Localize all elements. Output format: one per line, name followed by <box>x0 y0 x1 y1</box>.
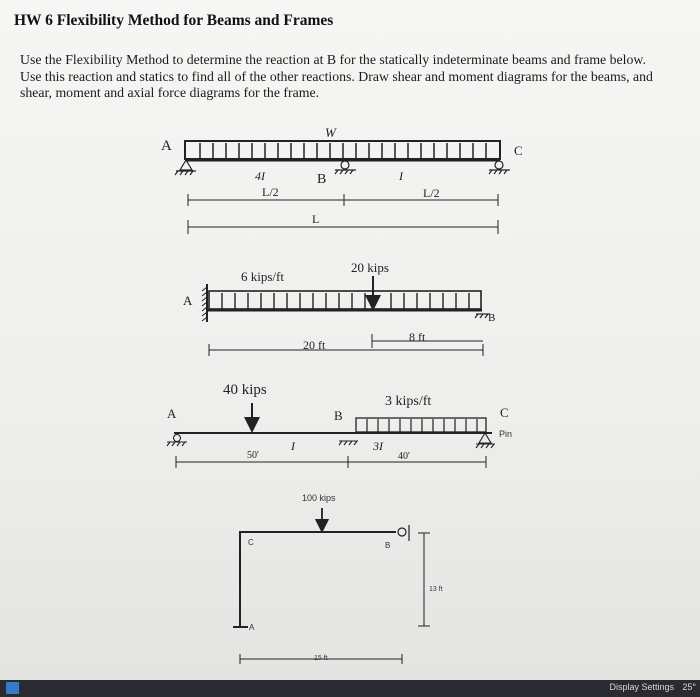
page-title: HW 6 Flexibility Method for Beams and Frames <box>14 12 334 29</box>
beam-1-support-c-icon <box>489 161 510 174</box>
beam-2-load-box <box>209 291 481 309</box>
beam-3-label-pin: Pin <box>499 429 513 439</box>
frame-members <box>240 532 396 626</box>
beam-1 <box>175 141 510 234</box>
start-icon[interactable] <box>6 682 19 694</box>
beam-1-label-a: A <box>161 138 172 154</box>
beam-2-distributed-load-label: 6 kips/ft <box>241 269 284 284</box>
beam-3-label-a: A <box>167 406 177 421</box>
beam-3-support-c-icon <box>476 433 495 448</box>
beam-2-dimension-total <box>209 344 483 356</box>
beam-2-fixed-support-icon <box>202 284 207 322</box>
beam-3-support-b-icon <box>339 441 358 445</box>
beam-2 <box>202 276 490 356</box>
beam-3-dimension-right-label: 40' <box>398 451 410 462</box>
beam-3-dimension-left-label: 50' <box>247 450 259 461</box>
beam-3-load-lines <box>367 419 477 432</box>
beam-3-label-b: B <box>334 408 343 423</box>
tray-time: 25° <box>682 682 696 692</box>
beam-2-load-lines <box>222 293 469 309</box>
frame-point-load-label: 100 kips <box>302 493 336 503</box>
beam-1-label-b: B <box>317 172 327 187</box>
beam-1-support-a-icon <box>175 160 196 175</box>
frame <box>233 508 430 664</box>
beam-1-label-i: I <box>399 169 403 183</box>
beam-1-load-lines <box>200 143 486 159</box>
beam-3-label-c: C <box>500 405 509 420</box>
beam-1-label-c: C <box>514 143 523 158</box>
beam-2-dimension-part <box>372 334 483 348</box>
frame-label-c: C <box>248 538 254 547</box>
beam-1-label-half-right: L/2 <box>423 186 440 200</box>
beam-3-dimension <box>176 456 486 468</box>
frame-roller-b-icon <box>398 528 406 536</box>
beam-2-label-b: B <box>488 312 496 324</box>
frame-height-dimension <box>418 533 430 626</box>
beam-1-label-w: W <box>325 125 336 140</box>
beam-3-support-a-icon <box>167 435 187 447</box>
instructions-paragraph: Use the Flexibility Method to determine the reaction at B for the statically indeterminate beams and frame below. Use this reaction and statics to find all of the other reactions. Draw shear and moment diagrams for the beams, and shear, moment and axial force diagrams for the frame. <box>20 52 653 100</box>
beam-1-dimension-total <box>188 220 498 234</box>
beam-3-distributed-load-label: 3 kips/ft <box>385 394 432 409</box>
beam-1-label-total: L <box>312 212 320 226</box>
beam-3-label-3i: 3I <box>373 439 383 453</box>
beam-3-point-load-label: 40 kips <box>223 382 267 398</box>
beam-1-dimension-half <box>188 194 498 206</box>
taskbar <box>0 680 700 697</box>
beam-3 <box>167 403 495 468</box>
display-settings-label[interactable]: Display Settings <box>609 682 674 692</box>
beam-2-dimension-part-label: 8 ft <box>409 330 426 344</box>
beam-1-label-half-left: L/2 <box>262 185 279 199</box>
beam-1-label-4i: 4I <box>255 169 265 183</box>
beam-2-label-a: A <box>183 293 193 308</box>
frame-label-a: A <box>249 623 255 632</box>
beam-3-label-i: I <box>291 439 295 453</box>
frame-height-label: 13 ft <box>429 586 443 593</box>
frame-label-b: B <box>385 541 391 550</box>
frame-width-label: 15 ft <box>314 655 328 662</box>
beam-1-support-b-icon <box>335 161 356 174</box>
beam-2-point-load-label: 20 kips <box>351 260 389 275</box>
beam-2-dimension-total-label: 20 ft <box>303 338 326 352</box>
